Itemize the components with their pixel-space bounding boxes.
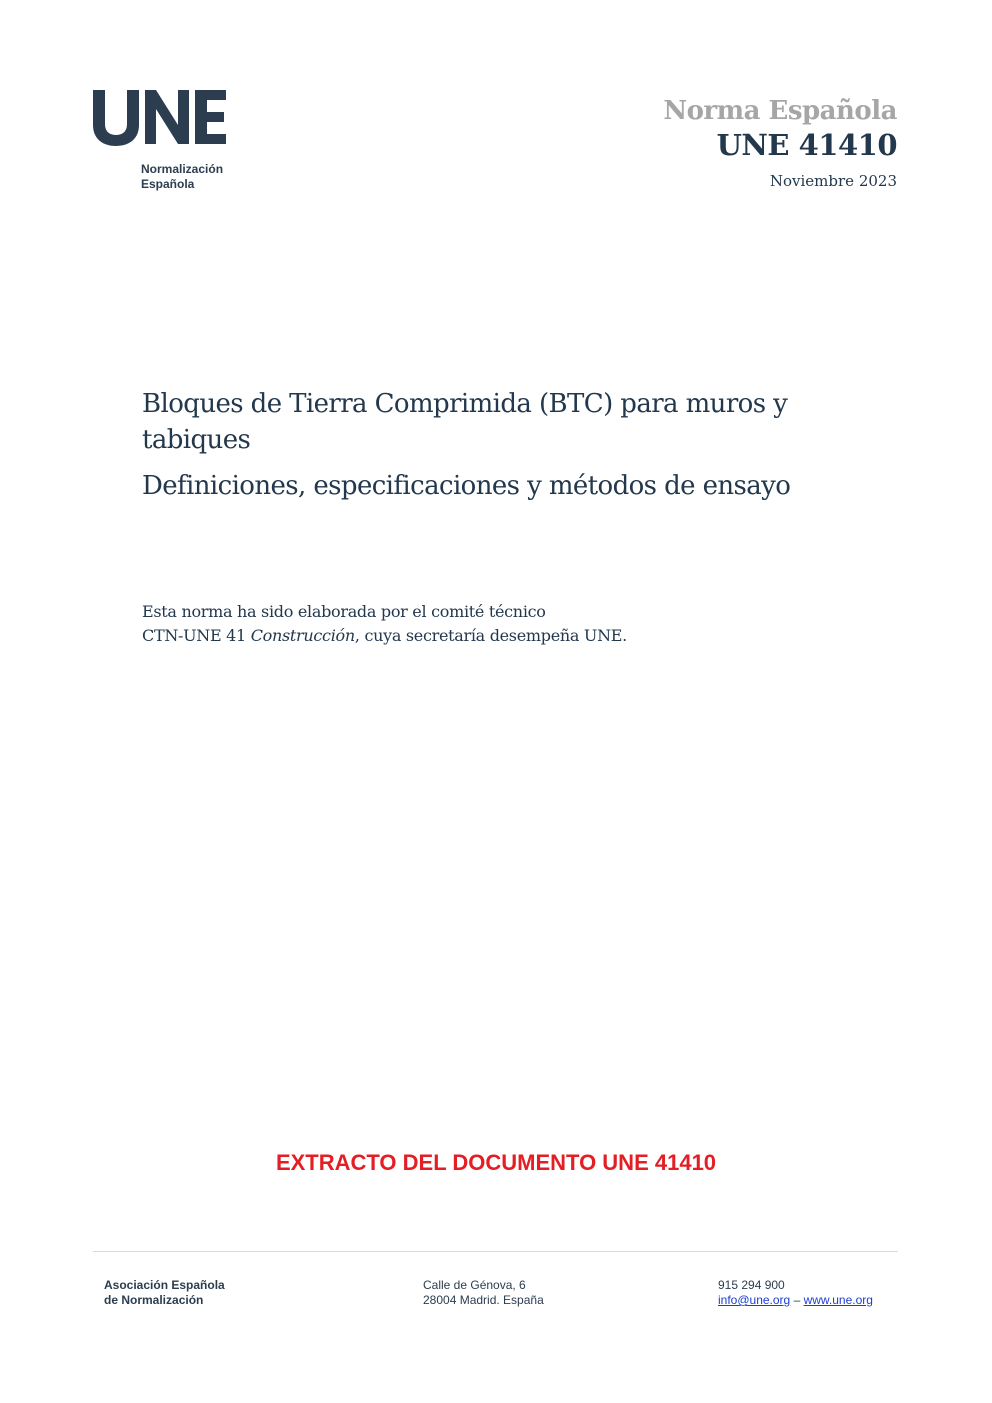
une-logo <box>93 90 243 200</box>
committee-suffix: , cuya secretaría desempeña UNE. <box>354 626 627 645</box>
address-line-1: Calle de Génova, 6 <box>423 1278 526 1292</box>
document-title <box>142 386 842 504</box>
publication-date: Noviembre 2023 <box>769 172 897 190</box>
committee-line-1: Esta norma ha sido elaborada por el comité técnico <box>142 602 546 621</box>
committee-statement <box>142 600 842 648</box>
extract-notice: EXTRACTO DEL DOCUMENTO UNE 41410 <box>275 1150 717 1175</box>
footer-organization <box>104 1278 225 1308</box>
logo-subtitle: Normalización Española <box>141 162 224 191</box>
standard-type-label: Norma Española <box>663 96 897 126</box>
committee-line-2 <box>142 624 842 648</box>
email-link[interactable]: info@une.org <box>718 1293 791 1307</box>
footer-divider <box>93 1251 898 1252</box>
title-main: Bloques de Tierra Comprimida (BTC) para muros y tabiques <box>142 389 788 455</box>
contact-links <box>718 1293 873 1308</box>
link-separator: – <box>790 1293 804 1307</box>
footer-contact <box>718 1278 873 1308</box>
phone-number: 915 294 900 <box>718 1278 785 1292</box>
org-line-2: de Normalización <box>104 1293 204 1307</box>
une-logo-mark <box>93 90 228 146</box>
standard-code: UNE 41410 <box>716 128 897 162</box>
footer-address <box>423 1278 544 1308</box>
committee-code: CTN-UNE 41 <box>142 626 251 645</box>
website-link[interactable]: www.une.org <box>803 1293 873 1307</box>
standard-header <box>663 96 897 190</box>
address-line-2: 28004 Madrid. España <box>423 1293 544 1307</box>
title-subtitle: Definiciones, especificaciones y métodos de ensayo <box>142 471 791 501</box>
org-line-1: Asociación Española <box>104 1278 225 1292</box>
committee-name: Construcción <box>250 626 355 645</box>
